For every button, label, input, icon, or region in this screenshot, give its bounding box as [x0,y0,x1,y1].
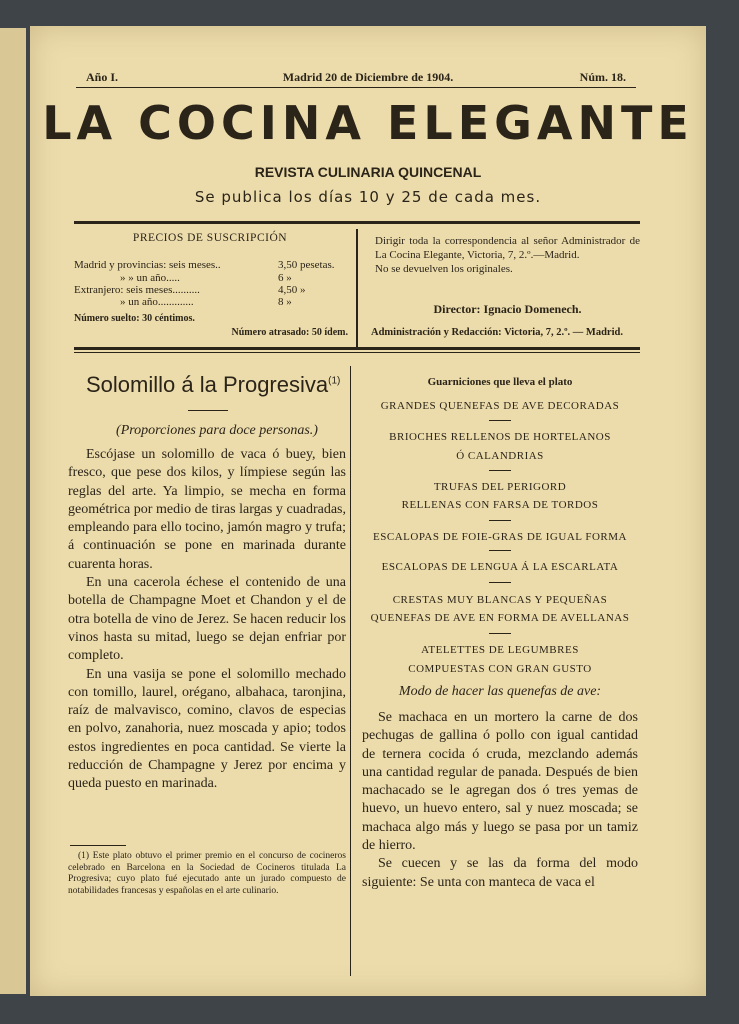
garniture-item: CRESTAS MUY BLANCAS Y PEQUEÑAS [392,594,608,606]
article-title-text: Solomillo á la Progresiva [86,372,329,397]
rate-label: Madrid y provincias: seis meses.. [74,259,221,271]
garniture-item: GRANDES QUENEFAS DE AVE DECORADAS [380,400,620,412]
rate-value: 3,50 pesetas. [278,259,335,271]
issue-date: Madrid 20 de Diciembre de 1904. [282,70,454,84]
quenefas-body [362,709,638,892]
issue-year: Año I. [86,70,119,84]
quenefas-paragraph: Se machaca en un mortero la carne de dos pechugas de gallina ó pollo con igual cantidad de ternera cocida ó cruda, mezclando además una cantidad regular de panada. Después de bien machacado se le agregan dos ó tres yemas de huevo, un huevo entero, sal y nuez moscada; se machaca algo más y luego se pasa por un tamiz de hierro. [362,710,638,854]
garniture-item: TRUFAS DEL PERIGORD [433,481,567,493]
single-issue-price: Número suelto: 30 céntimos. [74,313,195,324]
facing-page-edge [0,28,26,994]
rate-value: 4,50 » [278,284,306,296]
column-divider [350,366,351,976]
director-line: Director: Ignacio Domenech. [433,302,582,316]
publication-schedule: Se publica los días 10 y 25 de cada mes. [194,188,542,206]
rate-label: Extranjero: seis meses.......... [74,284,200,296]
rate-label: » un año............. [120,296,194,308]
info-bottom-rule [74,347,640,350]
garniture-item: RELLENAS CON FARSA DE TORDOS [401,499,599,511]
info-column-divider [356,229,358,347]
article-body [68,446,346,794]
issue-number: Núm. 18. [579,70,626,84]
garniture-item: COMPUESTAS CON GRAN GUSTO [408,663,592,675]
garniture-item: QUENEFAS DE AVE EN FORMA DE AVELLANAS [370,612,630,624]
top-double-rule [74,221,640,224]
info-bottom-rule-thin [74,352,640,353]
garniture-separator [489,420,511,421]
quenefas-heading: Modo de hacer las quenefas de ave: [398,684,602,699]
newspaper-page [30,26,706,996]
article-paragraph: En una cacerola échese el contenido de una botella de Champagne Moet et Chandon y el de otra botella de vino de Jerez. Se hacen reducir los vinos hasta su mitad, luego se dejan enfriar por completo. [68,575,346,664]
subscription-title: PRECIOS DE SUSCRIPCIÓN [132,232,288,244]
footnote-rule [70,845,126,846]
masthead-subtitle: REVISTA CULINARIA QUINCENAL [254,164,482,180]
garniture-separator [489,470,511,471]
article-paragraph: En una vasija se pone el solomillo mechado con tomillo, laurel, orégano, albahaca, taronjina, raíz de malvavisco, comino, clavos de especias en polvo, zanahoria, nuez moscada y apio; todos estos ingredientes en poca cantidad. Se vierte la reducción de Champagne y Jerez por encima y queda puesto en marinada. [68,666,346,792]
contact-text: Dirigir toda la correspondencia al señor Administrador de La Cocina Elegante, Victoria, 7, 2.º.—Madrid. [375,235,640,261]
administration-line: Administración y Redacción: Victoria, 7, 2.º. — Madrid. [371,327,623,338]
garniture-item: ATELETTES DE LEGUMBRES [421,644,579,656]
back-issue-price: Número atrasado: 50 ídem. [231,327,348,338]
masthead-title: LA COCINA ELEGANTE [42,96,694,150]
garniture-item: BRIOCHES RELLENOS DE HORTELANOS [389,431,611,443]
title-underline [188,410,228,411]
garniture-separator [489,520,511,521]
title-footnote-mark: (1) [328,375,341,387]
quenefas-paragraph: Se cuecen y se las da forma del modo siguiente: Se unta con manteca de vaca el [362,856,638,890]
garniture-separator [489,633,511,634]
garniture-item: ESCALOPAS DE FOIE-GRAS DE IGUAL FORMA [373,531,627,543]
rate-value: 8 » [278,296,292,308]
garniture-separator [489,582,511,583]
garniture-separator [489,550,511,551]
proportions-note: (Proporciones para doce personas.) [116,423,318,438]
rate-value: 6 » [278,272,292,284]
footnote [68,851,346,897]
garniture-item: ESCALOPAS DE LENGUA Á LA ESCARLATA [381,561,619,573]
footnote-text: (1) Este plato obtuvo el primer premio en el concurso de cocineros celebrado en Barcelona en la Sociedad de Cocineros titulada La Progresiva; cuyo plato fué ejecutado ante un jurado compuesto de notabilidades francesas y españolas en el arte culinario. [68,851,346,896]
header-rule [76,87,636,88]
garniture-title: Guarniciones que lleva el plato [427,376,573,388]
article-paragraph: Escójase un solomillo de vaca ó buey, bien fresco, que pese dos kilos, y límpiese según las reglas del arte. Ya limpio, se mecha en forma geométrica por medio de tiras largas y cuadradas, empleando para ello tocino, jamón magro y trufa; á continuación se pone en marinada durante cuarenta horas. [68,447,346,572]
article-title [86,372,340,398]
contact-info [375,234,640,276]
rate-label: » » un año..... [120,272,180,284]
garniture-item: Ó CALANDRIAS [456,450,544,462]
no-originals-note: No se devuelven los originales. [375,263,513,275]
